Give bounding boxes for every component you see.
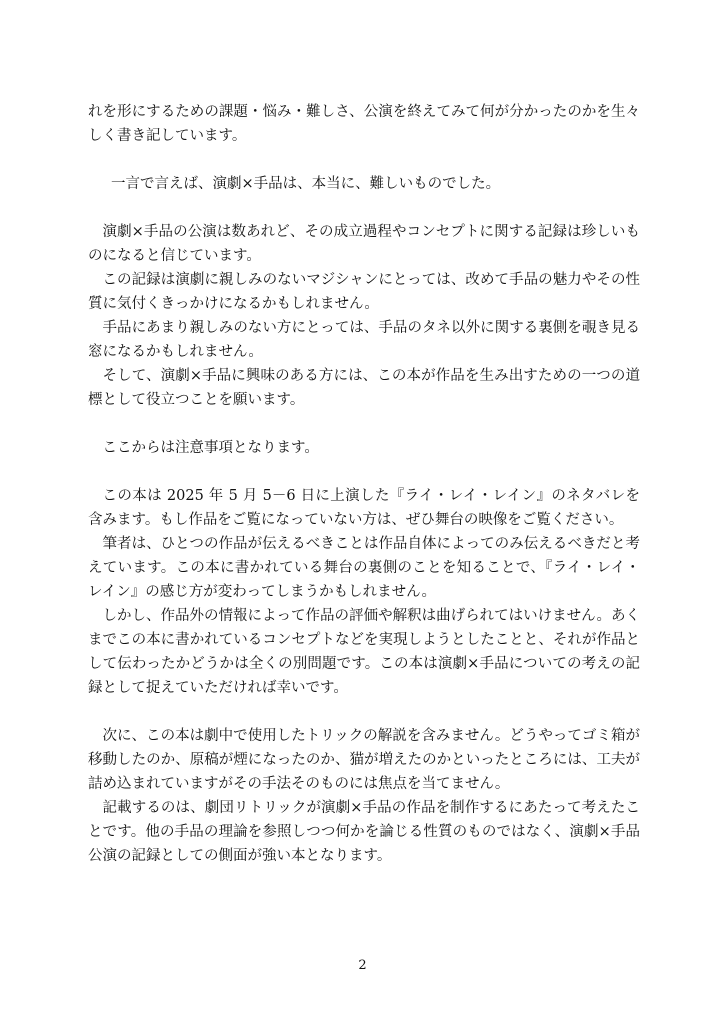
paragraph-gap — [88, 460, 640, 484]
paragraph-gap — [88, 196, 640, 220]
document-body — [88, 100, 640, 868]
paragraph: 演劇×手品の公演は数あれど、その成立過程やコンセプトに関する記録は珍しいものになると信じています。 — [88, 224, 640, 264]
paragraph: 手品にあまり親しみのない方にとっては、手品のタネ以外に関する裏側を覗き見る窓になるかもしれません。 — [88, 320, 640, 360]
paragraph-gap — [88, 700, 640, 724]
page-number: 2 — [358, 958, 367, 973]
paragraph-gap — [88, 148, 640, 172]
paragraph-summary: 一言で言えば、演劇×手品は、本当に、難しいものでした。 — [111, 176, 501, 192]
paragraph: 記載するのは、劇団リトリックが演劇×手品の作品を制作するにあたって考えたことです。他の手品の理論を参照しつつ何かを論じる性質のものではなく、演劇×手品公演の記録としての側面が強い本となります。 — [88, 800, 640, 864]
paragraph-gap — [88, 412, 640, 436]
paragraph-continuation: れを形にするための課題・悩み・難しさ、公演を終えてみて何が分かったのかを生々しく書き記しています。 — [88, 104, 640, 144]
paragraph: そして、演劇×手品に興味のある方には、この本が作品を生み出すための一つの道標として役立つことを願います。 — [88, 368, 640, 408]
paragraph: この記録は演劇に親しみのないマジシャンにとっては、改めて手品の魅力やその性質に気付くきっかけになるかもしれません。 — [88, 272, 640, 312]
paragraph: 筆者は、ひとつの作品が伝えるべきことは作品自体によってのみ伝えるべきだと考えています。この本に書かれている舞台の裏側のことを知ることで、『ライ・レイ・レイン』の感じ方が変わってしまうかもしれません。 — [88, 536, 640, 600]
paragraph: しかし、作品外の情報によって作品の評価や解釈は曲げられてはいけません。あくまでこの本に書かれているコンセプトなどを実現しようとしたことと、それが作品として伝わったかどうかは全くの別問題です。この本は演劇×手品についての考えの記録として捉えていただければ幸いです。 — [88, 608, 640, 696]
paragraph: 次に、この本は劇中で使用したトリックの解説を含みません。どうやってゴミ箱が移動したのか、原稿が煙になったのか、猫が増えたのかといったところには、工夫が詰め込まれていますがその手法そのものには焦点を当てません。 — [88, 728, 640, 792]
section-note-heading: ここからは注意事項となります。 — [102, 440, 319, 456]
paragraph: この本は 2025 年 5 月 5－6 日に上演した『ライ・レイ・レイン』のネタバレを含みます。もし作品をご覧になっていない方は、ぜひ舞台の映像をご覧ください。 — [88, 488, 640, 528]
